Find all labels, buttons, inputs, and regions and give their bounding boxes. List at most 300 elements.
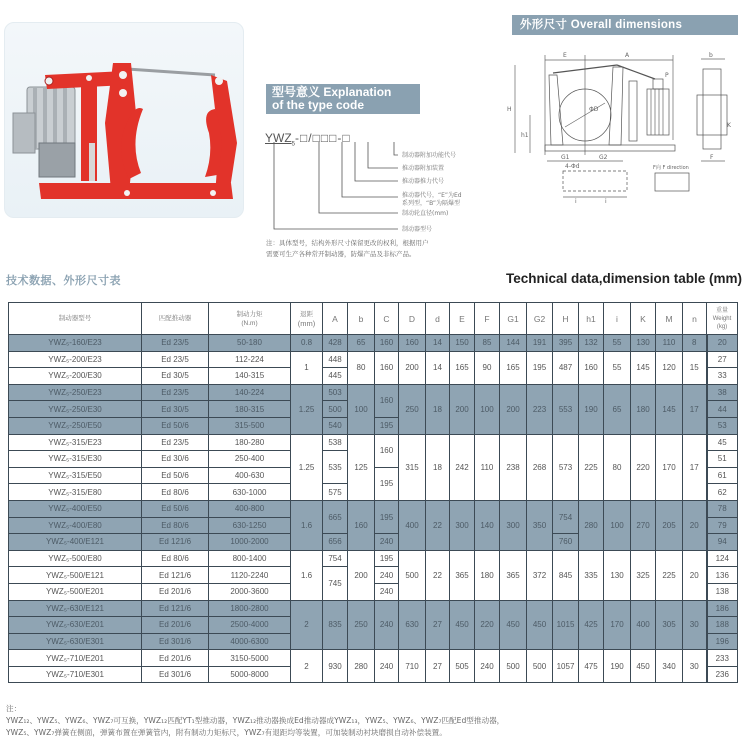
cell-D: 630 [399, 600, 426, 650]
table-row [9, 500, 738, 517]
cell-M: 305 [656, 600, 683, 650]
cell-A: 665 [323, 500, 348, 533]
cell-H: 1015 [553, 600, 579, 650]
cell-torque: 2500-4000 [209, 617, 291, 634]
cell-M: 340 [656, 650, 683, 683]
cell-C: 240 [375, 583, 399, 600]
cell-torque: 3150-5000 [209, 650, 291, 667]
cell-thruster: Ed 201/6 [142, 583, 209, 600]
cell-type: YWZ₅-500/E201 [9, 583, 142, 600]
type-code-boxes: -□/□□□-□ [295, 131, 351, 145]
cell-H: 760 [553, 534, 579, 551]
cell-torque: 2000-3600 [209, 583, 291, 600]
cell-b: 200 [348, 550, 375, 600]
cell-thruster: Ed 80/6 [142, 517, 209, 534]
svg-text:h1: h1 [521, 132, 529, 139]
svg-text:G1: G1 [561, 154, 570, 161]
overall-dimensions-title-cn: 外形尺寸 [520, 19, 568, 31]
cell-E: 450 [450, 600, 475, 650]
footnote-label: 注： [6, 704, 22, 713]
cell-D: 500 [399, 550, 426, 600]
cell-retreat: 1 [291, 351, 323, 384]
cell-type: YWZ₅-315/E23 [9, 434, 142, 451]
svg-text:E: E [563, 52, 567, 59]
cell-A: 445 [323, 368, 348, 385]
cell-C: 195 [375, 550, 399, 567]
cell-h1: 132 [579, 335, 604, 352]
header-G2: G2 [527, 303, 553, 335]
cell-weight: 27 [707, 351, 738, 368]
cell-type: YWZ₅-250/E50 [9, 417, 142, 434]
svg-text:i: i [605, 198, 607, 205]
cell-C: 195 [375, 417, 399, 434]
cell-torque: 180-315 [209, 401, 291, 418]
cell-type: YWZ₅-200/E30 [9, 368, 142, 385]
type-code-title-en-2: of the type code [272, 98, 365, 112]
cell-H: 1057 [553, 650, 579, 683]
cell-b: 65 [348, 335, 375, 352]
cell-weight: 51 [707, 451, 738, 468]
cell-h1: 190 [579, 384, 604, 434]
header-G1: G1 [500, 303, 527, 335]
cell-h1: 335 [579, 550, 604, 600]
cell-thruster: Ed 30/5 [142, 401, 209, 418]
cell-type: YWZ₅-160/E23 [9, 335, 142, 352]
overall-dimensions-title [512, 15, 738, 35]
cell-K: 270 [631, 500, 656, 550]
cell-C: 240 [375, 534, 399, 551]
cell-A: 500 [323, 401, 348, 418]
cell-weight: 62 [707, 484, 738, 501]
cell-M: 110 [656, 335, 683, 352]
type-code-label-model: 制动器型号 [402, 226, 433, 233]
cell-M: 145 [656, 384, 683, 434]
cell-torque: 250-400 [209, 451, 291, 468]
cell-E: 150 [450, 335, 475, 352]
svg-text:F: F [710, 154, 714, 161]
cell-M: 225 [656, 550, 683, 600]
cell-C: 195 [375, 467, 399, 500]
cell-M: 170 [656, 434, 683, 500]
cell-thruster: Ed 201/6 [142, 617, 209, 634]
cell-G2: 350 [527, 500, 553, 550]
cell-torque: 4000-6300 [209, 633, 291, 650]
svg-text:H: H [507, 106, 512, 113]
cell-F: 110 [475, 434, 500, 500]
cell-A: 930 [323, 650, 348, 683]
header-F: F [475, 303, 500, 335]
cell-weight: 44 [707, 401, 738, 418]
type-code-label-function: 制动器附加功能代号 [402, 152, 457, 159]
cell-i: 100 [604, 500, 631, 550]
header-weight-unit: (kg) [716, 323, 728, 330]
svg-text:4-Φd: 4-Φd [565, 163, 580, 170]
cell-D: 710 [399, 650, 426, 683]
cell-A: 656 [323, 534, 348, 551]
svg-text:K: K [727, 122, 731, 129]
cell-A: 448 [323, 351, 348, 368]
cell-n: 15 [683, 351, 707, 384]
cell-type: YWZ₅-250/E23 [9, 384, 142, 401]
cell-torque: 800-1400 [209, 550, 291, 567]
cell-torque: 140-315 [209, 368, 291, 385]
cell-F: 100 [475, 384, 500, 434]
cell-torque: 400-630 [209, 467, 291, 484]
cell-G2: 195 [527, 351, 553, 384]
overall-dimensions-title-en: Overall dimensions [570, 19, 683, 31]
cell-weight: 236 [707, 666, 738, 683]
cell-type: YWZ₅-630/E121 [9, 600, 142, 617]
cell-C: 160 [375, 434, 399, 467]
cell-retreat: 1.6 [291, 550, 323, 600]
cell-thruster: Ed 50/6 [142, 467, 209, 484]
cell-i: 190 [604, 650, 631, 683]
svg-text:P: P [665, 72, 669, 79]
cell-type: YWZ₅-500/E121 [9, 567, 142, 584]
svg-text:A: A [625, 52, 630, 59]
cell-d: 18 [426, 434, 450, 500]
header-thruster: 匹配推动器 [142, 303, 209, 335]
type-code-label-thrust: 推动器推力代号 [402, 178, 445, 185]
cell-torque: 140-224 [209, 384, 291, 401]
header-E: E [450, 303, 475, 335]
cell-type: YWZ₅-400/E121 [9, 534, 142, 551]
header-retreat-unit: (mm) [297, 318, 316, 328]
table-row [9, 351, 738, 368]
cell-A: 503 [323, 384, 348, 401]
cell-D: 200 [399, 351, 426, 384]
cell-h1: 160 [579, 351, 604, 384]
cell-H: 754 [553, 500, 579, 533]
cell-M: 205 [656, 500, 683, 550]
cell-G2: 191 [527, 335, 553, 352]
brake-product-image [5, 23, 245, 219]
cell-A: 745 [323, 567, 348, 600]
cell-b: 160 [348, 500, 375, 550]
cell-weight: 196 [707, 633, 738, 650]
cell-type: YWZ₅-630/E201 [9, 617, 142, 634]
type-code-label-thruster-1: 推动器代号，“E”为Ed [402, 192, 462, 199]
cell-K: 325 [631, 550, 656, 600]
cell-K: 400 [631, 600, 656, 650]
header-torque [209, 303, 291, 335]
cell-G1: 450 [500, 600, 527, 650]
cell-weight: 136 [707, 567, 738, 584]
cell-thruster: Ed 30/5 [142, 368, 209, 385]
cell-weight: 33 [707, 368, 738, 385]
cell-F: 180 [475, 550, 500, 600]
cell-d: 14 [426, 335, 450, 352]
cell-thruster: Ed 201/6 [142, 650, 209, 667]
cell-type: YWZ₅-630/E301 [9, 633, 142, 650]
type-code-prefix: YWZ [265, 131, 292, 145]
header-C: C [375, 303, 399, 335]
cell-retreat: 1.25 [291, 384, 323, 434]
cell-H: 395 [553, 335, 579, 352]
cell-thruster: Ed 301/6 [142, 633, 209, 650]
header-d: d [426, 303, 450, 335]
cell-weight: 78 [707, 500, 738, 517]
cell-torque: 315-500 [209, 417, 291, 434]
table-header-row [9, 303, 738, 335]
cell-thruster: Ed 301/6 [142, 666, 209, 683]
cell-retreat: 2 [291, 650, 323, 683]
cell-torque: 630-1250 [209, 517, 291, 534]
cell-A: 540 [323, 417, 348, 434]
svg-text:ΦD: ΦD [589, 106, 599, 113]
type-code-label-thruster-2: 系列型，“B”为隔爆型 [402, 200, 461, 207]
cell-type: YWZ₅-710/E301 [9, 666, 142, 683]
header-weight [707, 303, 738, 335]
cell-F: 220 [475, 600, 500, 650]
svg-text:i: i [575, 198, 577, 205]
cell-retreat: 1.25 [291, 434, 323, 500]
cell-i: 170 [604, 600, 631, 650]
header-weight-cn: 重量 [715, 307, 728, 314]
cell-K: 220 [631, 434, 656, 500]
cell-type: YWZ₅-315/E50 [9, 467, 142, 484]
cell-thruster: Ed 23/5 [142, 335, 209, 352]
cell-n: 17 [683, 434, 707, 500]
cell-F: 90 [475, 351, 500, 384]
cell-G1: 144 [500, 335, 527, 352]
cell-A: 575 [323, 484, 348, 501]
cell-G1: 200 [500, 384, 527, 434]
table-row [9, 335, 738, 352]
cell-retreat: 0.8 [291, 335, 323, 352]
table-row [9, 650, 738, 667]
cell-type: YWZ₅-250/E30 [9, 401, 142, 418]
cell-thruster: Ed 121/6 [142, 600, 209, 617]
cell-weight: 124 [707, 550, 738, 567]
section-title-en: Technical data,dimension table (mm) [505, 271, 742, 286]
cell-G2: 450 [527, 600, 553, 650]
cell-thruster: Ed 80/6 [142, 484, 209, 501]
cell-F: 140 [475, 500, 500, 550]
cell-K: 180 [631, 384, 656, 434]
cell-retreat: 1.6 [291, 500, 323, 550]
cell-weight: 53 [707, 417, 738, 434]
cell-n: 17 [683, 384, 707, 434]
cell-F: 85 [475, 335, 500, 352]
cell-weight: 188 [707, 617, 738, 634]
cell-K: 145 [631, 351, 656, 384]
cell-thruster: Ed 23/5 [142, 384, 209, 401]
cell-weight: 20 [707, 335, 738, 352]
table-row [9, 600, 738, 617]
cell-C: 160 [375, 384, 399, 417]
cell-thruster: Ed 23/5 [142, 434, 209, 451]
cell-thruster: Ed 121/6 [142, 567, 209, 584]
cell-d: 18 [426, 384, 450, 434]
table-row [9, 384, 738, 401]
cell-C: 160 [375, 351, 399, 384]
cell-n: 30 [683, 650, 707, 683]
svg-text:F向 F direction: F向 F direction [653, 165, 689, 171]
cell-i: 80 [604, 434, 631, 500]
cell-E: 165 [450, 351, 475, 384]
header-n: n [683, 303, 707, 335]
cell-n: 20 [683, 550, 707, 600]
cell-torque: 1000-2000 [209, 534, 291, 551]
cell-weight: 186 [707, 600, 738, 617]
cell-n: 30 [683, 600, 707, 650]
header-A: A [323, 303, 348, 335]
cell-d: 22 [426, 500, 450, 550]
cell-torque: 1120-2240 [209, 567, 291, 584]
cell-thruster: Ed 121/6 [142, 534, 209, 551]
header-M: M [656, 303, 683, 335]
cell-b: 100 [348, 384, 375, 434]
product-photo-card [4, 22, 244, 218]
header-weight-en: Weight [712, 315, 732, 322]
cell-thruster: Ed 23/5 [142, 351, 209, 368]
cell-G2: 372 [527, 550, 553, 600]
section-title-cn: 技术数据、外形尺寸表 [6, 274, 121, 287]
header-torque-unit: (N.m) [241, 319, 258, 327]
header-h1: h1 [579, 303, 604, 335]
cell-E: 242 [450, 434, 475, 500]
cell-torque: 1800-2800 [209, 600, 291, 617]
cell-E: 300 [450, 500, 475, 550]
cell-G2: 223 [527, 384, 553, 434]
type-code-label-diameter: 制动轮直径(mm) [402, 210, 449, 217]
cell-G1: 300 [500, 500, 527, 550]
cell-n: 20 [683, 500, 707, 550]
cell-M: 120 [656, 351, 683, 384]
cell-weight: 61 [707, 467, 738, 484]
cell-weight: 94 [707, 534, 738, 551]
cell-i: 130 [604, 550, 631, 600]
cell-h1: 280 [579, 500, 604, 550]
cell-d: 22 [426, 550, 450, 600]
cell-D: 315 [399, 434, 426, 500]
cell-type: YWZ₅-315/E80 [9, 484, 142, 501]
cell-E: 505 [450, 650, 475, 683]
cell-weight: 138 [707, 583, 738, 600]
type-code-note-line-2: 需要可生产各种常开制动器，防爆产品及非标产品。 [266, 250, 416, 258]
cell-H: 487 [553, 351, 579, 384]
cell-H: 573 [553, 434, 579, 500]
cell-weight: 233 [707, 650, 738, 667]
cell-b: 125 [348, 434, 375, 500]
footnote [6, 703, 750, 739]
cell-G1: 165 [500, 351, 527, 384]
cell-torque: 400-800 [209, 500, 291, 517]
cell-n: 8 [683, 335, 707, 352]
cell-thruster: Ed 50/6 [142, 500, 209, 517]
cell-d: 27 [426, 650, 450, 683]
cell-b: 280 [348, 650, 375, 683]
header-retreat-cn: 退距 [300, 310, 313, 318]
cell-type: YWZ₅-315/E30 [9, 451, 142, 468]
cell-C: 240 [375, 567, 399, 584]
header-H: H [553, 303, 579, 335]
cell-C: 240 [375, 600, 399, 650]
cell-weight: 38 [707, 384, 738, 401]
cell-type: YWZ₅-400/E80 [9, 517, 142, 534]
overall-dimensions-drawing [505, 45, 750, 205]
cell-D: 250 [399, 384, 426, 434]
svg-text:G2: G2 [599, 154, 608, 161]
header-retreat [291, 303, 323, 335]
dimension-table [8, 302, 738, 683]
cell-C: 160 [375, 335, 399, 352]
cell-G1: 500 [500, 650, 527, 683]
header-K: K [631, 303, 656, 335]
cell-h1: 225 [579, 434, 604, 500]
cell-H: 553 [553, 384, 579, 434]
cell-thruster: Ed 30/6 [142, 451, 209, 468]
cell-A: 428 [323, 335, 348, 352]
cell-type: YWZ₅-710/E201 [9, 650, 142, 667]
cell-torque: 5000-8000 [209, 666, 291, 683]
cell-torque: 112-224 [209, 351, 291, 368]
cell-i: 55 [604, 335, 631, 352]
header-i: i [604, 303, 631, 335]
cell-A: 538 [323, 434, 348, 451]
cell-torque: 50-180 [209, 335, 291, 352]
cell-b: 250 [348, 600, 375, 650]
cell-type: YWZ₅-500/E80 [9, 550, 142, 567]
cell-G2: 268 [527, 434, 553, 500]
type-code-title [266, 84, 420, 114]
cell-K: 450 [631, 650, 656, 683]
type-code-note [266, 238, 498, 260]
cell-d: 27 [426, 600, 450, 650]
cell-H: 845 [553, 550, 579, 600]
cell-h1: 475 [579, 650, 604, 683]
cell-A: 754 [323, 550, 348, 567]
cell-b: 80 [348, 351, 375, 384]
header-D: D [399, 303, 426, 335]
cell-i: 65 [604, 384, 631, 434]
cell-C: 195 [375, 500, 399, 533]
cell-retreat: 2 [291, 600, 323, 650]
footnote-line-2: YWZ₅、YWZ₇弹簧在侧面，弹簧布置在弹簧管内，附有制动力矩标尺，YWZ₇有退距均等装置，可加装制动衬块磨损自动补偿装置。 [6, 728, 447, 737]
type-code-title-cn: 型号意义 [272, 85, 321, 99]
cell-K: 130 [631, 335, 656, 352]
type-code-leader-lines [262, 125, 502, 235]
cell-torque: 180-280 [209, 434, 291, 451]
cell-D: 160 [399, 335, 426, 352]
cell-A: 535 [323, 451, 348, 484]
type-code-note-line-1: 注：具体型号，结构外形尺寸保留更改的权利，根据用户 [266, 239, 429, 247]
cell-F: 240 [475, 650, 500, 683]
cell-A: 835 [323, 600, 348, 650]
cell-d: 14 [426, 351, 450, 384]
cell-D: 400 [399, 500, 426, 550]
cell-E: 200 [450, 384, 475, 434]
svg-text:b: b [709, 52, 713, 59]
footnote-line-1: YWZ₁₂、YWZ₅、YWZ₆、YWZ₇可互换，YWZ₁₂匹配YT₁型推动器，YWZ₁₂推动器换成Ed推动器成YWZ₁₃，YWZ₅、YWZ₆、YWZ₇匹配Ed型推动器， [6, 716, 505, 725]
cell-i: 55 [604, 351, 631, 384]
cell-h1: 425 [579, 600, 604, 650]
cell-type: YWZ₅-400/E50 [9, 500, 142, 517]
header-b: b [348, 303, 375, 335]
table-row [9, 550, 738, 567]
cell-torque: 630-1000 [209, 484, 291, 501]
cell-C: 240 [375, 650, 399, 683]
cell-G2: 500 [527, 650, 553, 683]
cell-weight: 79 [707, 517, 738, 534]
header-type: 制动器型号 [9, 303, 142, 335]
cell-G1: 365 [500, 550, 527, 600]
table-row [9, 434, 738, 451]
type-code-label-device: 推动器附加装置 [402, 165, 445, 172]
cell-thruster: Ed 80/6 [142, 550, 209, 567]
cell-E: 365 [450, 550, 475, 600]
